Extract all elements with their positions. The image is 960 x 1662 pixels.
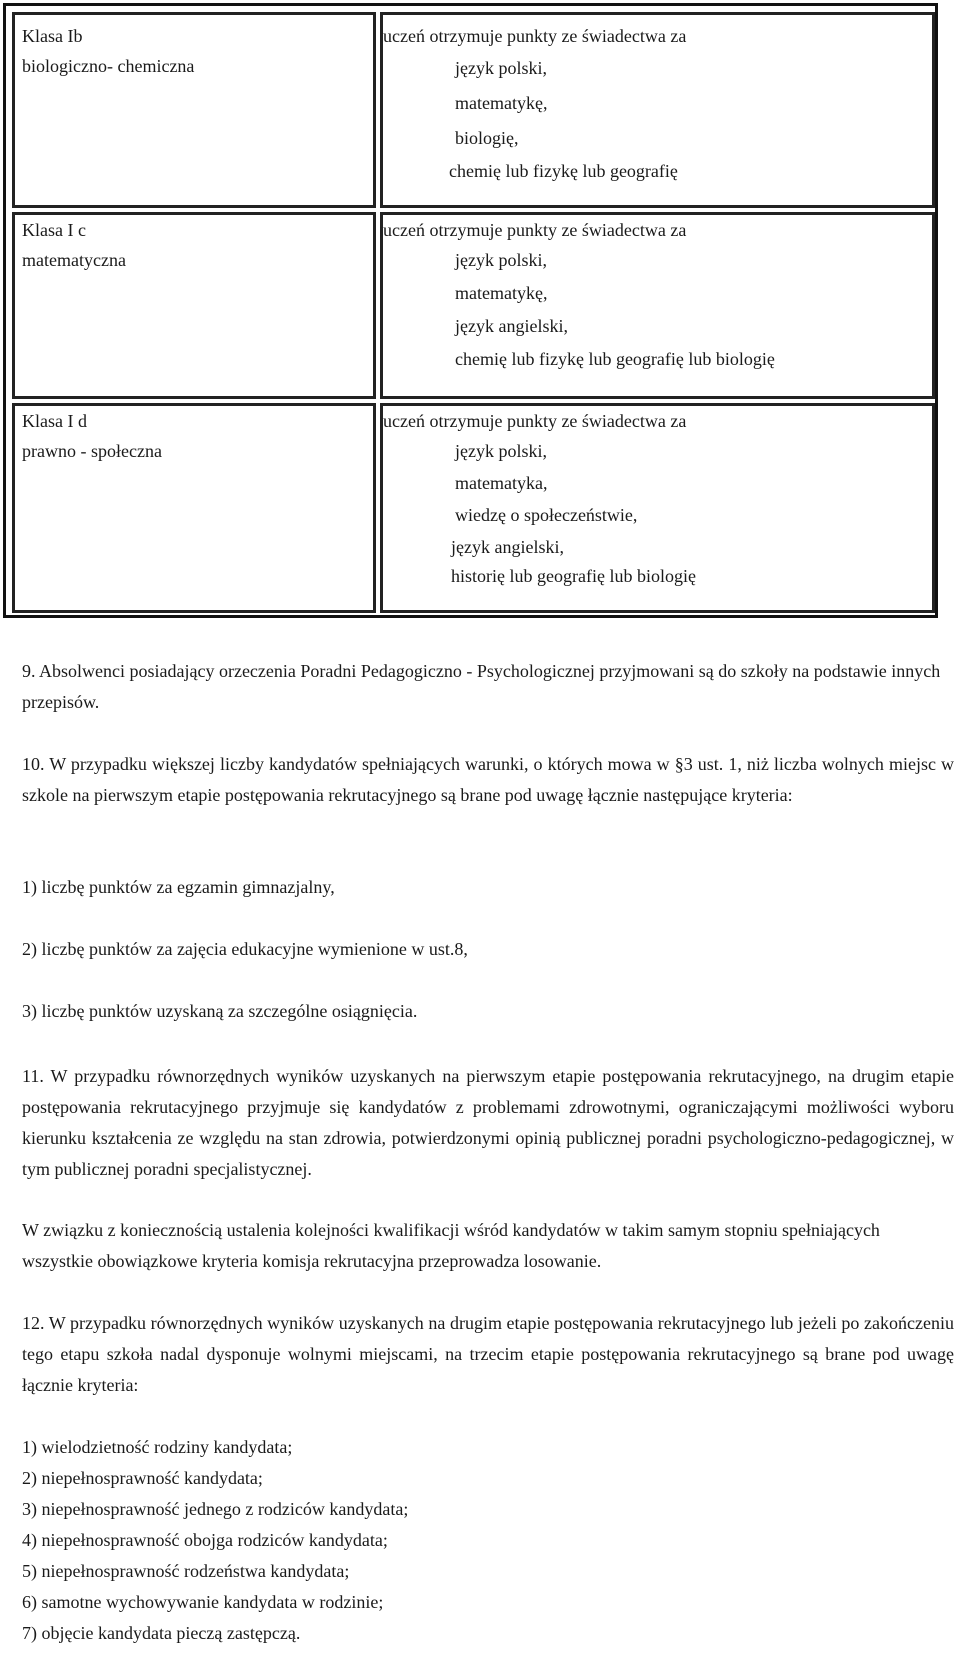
subject-item: język polski, (455, 58, 547, 78)
subject-item: chemię lub fizykę lub geografię lub biologię (455, 349, 775, 369)
class-table (3, 3, 938, 618)
criteria-item: 1) liczbę punktów za egzamin gimnazjalny, (22, 877, 335, 897)
criteria-item: 3) niepełnosprawność jednego z rodziców kandydata; (22, 1499, 409, 1519)
paragraph-11: 11. W przypadku równorzędnych wyników uzyskanych na pierwszym etapie postępowania rekrutacyjnego, na drugim etapie postępowania rekrutacyjnego przyjmuje się kandydatów z problemami zdrowotnymi, ograniczającymi możliwości wyboru kierunku kształcenia ze względu na stan zdrowia, potwierdzonymi opinią publicznej poradni psychologiczno-pedagogicznej, w tym publicznej poradni specjalistycznej. (22, 1066, 954, 1179)
criteria-item: 4) niepełnosprawność obojga rodziców kandydata; (22, 1530, 388, 1550)
paragraph-9: 9. Absolwenci posiadający orzeczenia Poradni Pedagogiczno - Psychologicznej przyjmowani są do szkoły na podstawie innych przepisów. (22, 661, 941, 712)
criteria-item: 7) objęcie kandydata pieczą zastępczą. (22, 1623, 301, 1643)
paragraph-12: 12. W przypadku równorzędnych wyników uzyskanych na drugim etapie postępowania rekrutacyjnego lub jeżeli po zakończeniu tego etapu szkoła nadal dysponuje wolnymi miejscami, na trzecim etapie postępowania rekrutacyjnego są brane pod uwagę łącznie kryteria: (22, 1313, 954, 1395)
subject-item: wiedzę o społeczeństwie, (455, 505, 638, 525)
subject-item: matematyka, (455, 473, 548, 493)
table-cell-subjects (380, 212, 935, 399)
criteria-item: 1) wielodzietność rodziny kandydata; (22, 1437, 293, 1457)
subject-item: język angielski, (455, 316, 568, 336)
paragraph-10: 10. W przypadku większej liczby kandydatów spełniających warunki, o których mowa w §3 ust. 1, niż liczba wolnych miejsc w szkole na pierwszym etapie postępowania rekrutacyjnego są brane pod uwagę łącznie następujące kryteria: (22, 754, 954, 805)
paragraph-11-lottery: W związku z koniecznością ustalenia kolejności kwalifikacji wśród kandydatów w takim samym stopniu spełniających wszystkie obowiązkowe kryteria komisja rekrutacyjna przeprowadza losowanie. (22, 1220, 880, 1271)
table-cell-class (12, 212, 376, 399)
table-cell-class (12, 403, 376, 613)
class-name: Klasa I d (22, 411, 87, 431)
subjects-intro: uczeń otrzymuje punkty ze świadectwa za (383, 411, 687, 431)
criteria-item: 5) niepełnosprawność rodzeństwa kandydata; (22, 1561, 350, 1581)
criteria-item: 6) samotne wychowywanie kandydata w rodzinie; (22, 1592, 384, 1612)
subject-item: historię lub geografię lub biologię (451, 566, 696, 586)
class-profile: biologiczno- chemiczna (22, 56, 195, 76)
subject-item: matematykę, (455, 283, 548, 303)
table-cell-class (12, 12, 376, 208)
criteria-item: 2) liczbę punktów za zajęcia edukacyjne wymienione w ust.8, (22, 939, 468, 959)
subject-item: matematykę, (455, 93, 548, 113)
table-cell-subjects (380, 12, 935, 208)
table-cell-subjects (380, 403, 935, 613)
subject-item: język polski, (455, 250, 547, 270)
criteria-item: 3) liczbę punktów uzyskaną za szczególne osiągnięcia. (22, 1001, 418, 1021)
subject-item: język polski, (455, 441, 547, 461)
class-name: Klasa I c (22, 220, 86, 240)
class-name: Klasa Ib (22, 26, 83, 46)
class-profile: matematyczna (22, 250, 126, 270)
subjects-intro: uczeń otrzymuje punkty ze świadectwa za (383, 220, 687, 240)
class-profile: prawno - społeczna (22, 441, 162, 461)
subject-item: język angielski, (451, 537, 564, 557)
subjects-intro: uczeń otrzymuje punkty ze świadectwa za (383, 26, 687, 46)
criteria-item: 2) niepełnosprawność kandydata; (22, 1468, 263, 1488)
subject-item: chemię lub fizykę lub geografię (449, 161, 678, 181)
subject-item: biologię, (455, 128, 519, 148)
